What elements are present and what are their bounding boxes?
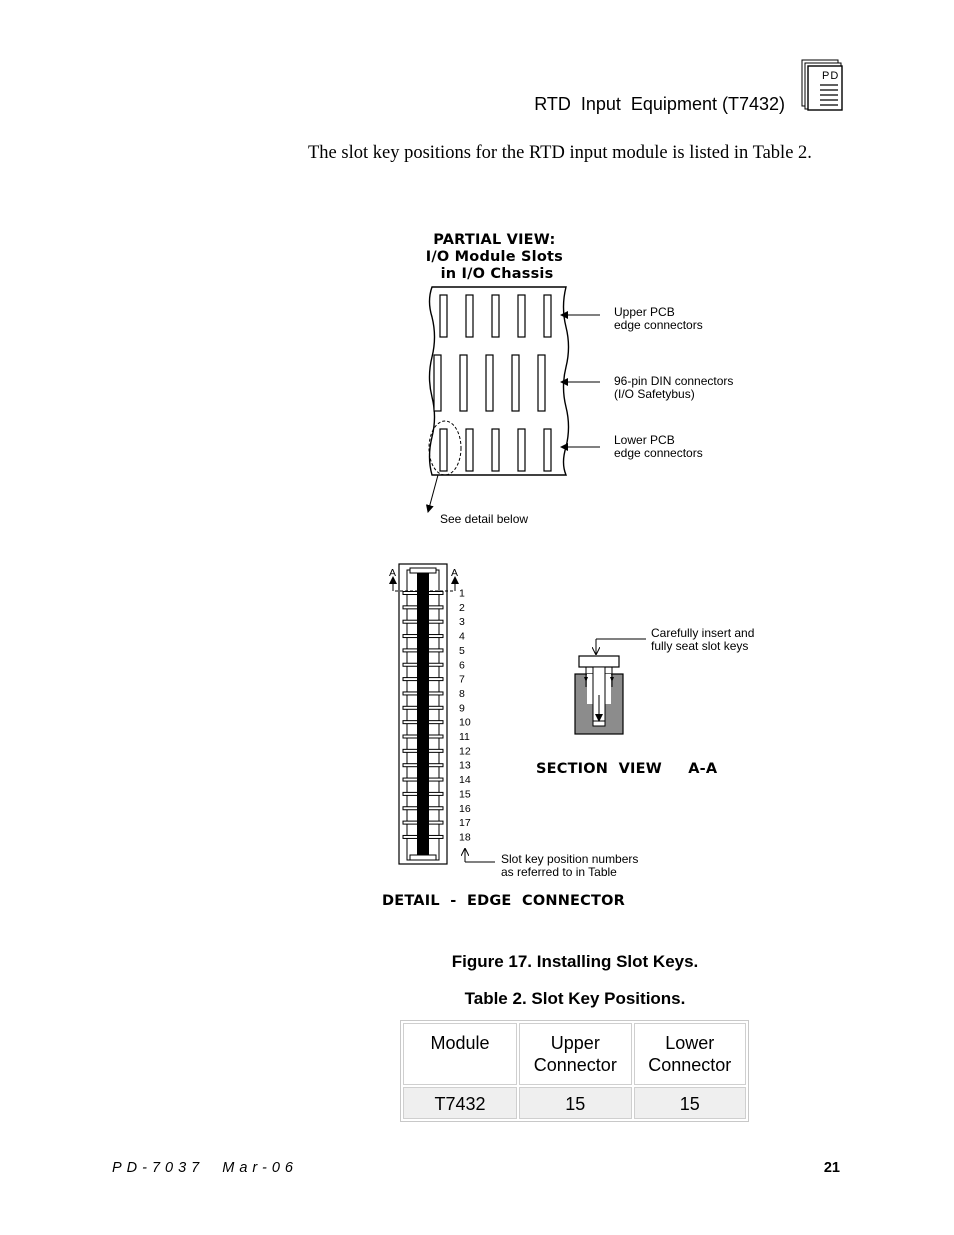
slot-number-label: 1 [459, 587, 465, 600]
slot-key-positions-table [400, 1020, 749, 1122]
slot-number-label: 16 [459, 802, 471, 815]
slot-number-label: 17 [459, 817, 471, 830]
detail-edge-connector-label: DETAIL - EDGE CONNECTOR [382, 893, 625, 909]
callout-upper-pcb: Upper PCB edge connectors [614, 305, 703, 332]
header-lower-connector: Lower Connector [634, 1023, 746, 1085]
partial-view-title: PARTIAL VIEW: I/O Module Slots in I/O Chassis [425, 232, 563, 282]
slot-number-label: 6 [459, 659, 465, 672]
cell-module: T7432 [403, 1087, 517, 1119]
section-marker-left: A [389, 567, 397, 579]
module-slot [538, 355, 545, 411]
module-slot [486, 355, 493, 411]
table-caption: Table 2. Slot Key Positions. [464, 989, 686, 1008]
slot-number-label: 9 [459, 702, 465, 715]
slot-number-label: 15 [459, 788, 471, 801]
footer-document-id: PD-7037 Mar-06 [112, 1160, 298, 1176]
page-header-title: RTD Input Equipment (T7432) [534, 94, 785, 114]
module-slot [460, 355, 467, 411]
callout-insert-slot-keys: Carefully insert and fully seat slot keys [651, 626, 755, 653]
slot-number-label: 8 [459, 687, 465, 700]
slot-number-label: 14 [459, 774, 471, 787]
slot-number-label: 10 [459, 716, 471, 729]
edge-connector-bar [417, 571, 429, 857]
callout-lower-pcb: Lower PCB edge connectors [614, 433, 703, 460]
slot-number-label: 5 [459, 644, 465, 657]
intro-paragraph: The slot key positions for the RTD input module is listed in Table 2. [308, 143, 812, 163]
figure-caption: Figure 17. Installing Slot Keys. [451, 952, 699, 971]
module-slot [434, 355, 441, 411]
table-header-row [403, 1023, 746, 1085]
header-module: Module [403, 1023, 517, 1085]
module-slot [466, 295, 473, 337]
callout-slot-position-numbers: Slot key position numbers as referred to in Table [501, 852, 639, 879]
slot-number-label: 18 [459, 831, 471, 844]
slot-number-label: 11 [459, 731, 470, 743]
slot-number-label: 12 [459, 745, 471, 758]
cell-lower-connector: 15 [634, 1087, 746, 1119]
module-slot [544, 429, 551, 471]
figure-slot-keys-diagram [370, 225, 790, 915]
cell-upper-connector: 15 [519, 1087, 631, 1119]
slot-number-label: 4 [459, 630, 465, 643]
section-view-drawing [575, 656, 623, 734]
module-slot [492, 429, 499, 471]
callout-see-detail: See detail below [440, 512, 529, 526]
module-slot [492, 295, 499, 337]
footer-page-number: 21 [823, 1160, 840, 1176]
section-marker-right: A [451, 567, 459, 579]
header-upper-connector: Upper Connector [519, 1023, 631, 1085]
slot-number-labels [459, 588, 471, 844]
slot-number-label: 3 [459, 616, 465, 629]
pd-logo-text: PD [822, 70, 840, 82]
module-slot [544, 295, 551, 337]
module-slot [466, 429, 473, 471]
table-row [403, 1087, 746, 1119]
slot-number-label: 2 [459, 601, 465, 614]
module-slot [518, 429, 525, 471]
module-slot [518, 295, 525, 337]
module-slot [512, 355, 519, 411]
module-slot [440, 429, 447, 471]
module-slot-rows [434, 295, 551, 471]
slot-number-label: 7 [459, 673, 465, 686]
pd-document-logo-icon [798, 58, 844, 112]
callout-din-connectors: 96-pin DIN connectors (I/O Safetybus) [614, 374, 734, 401]
module-slot [440, 295, 447, 337]
slot-number-label: 13 [459, 759, 471, 772]
section-view-label: SECTION VIEW A-A [536, 761, 718, 777]
